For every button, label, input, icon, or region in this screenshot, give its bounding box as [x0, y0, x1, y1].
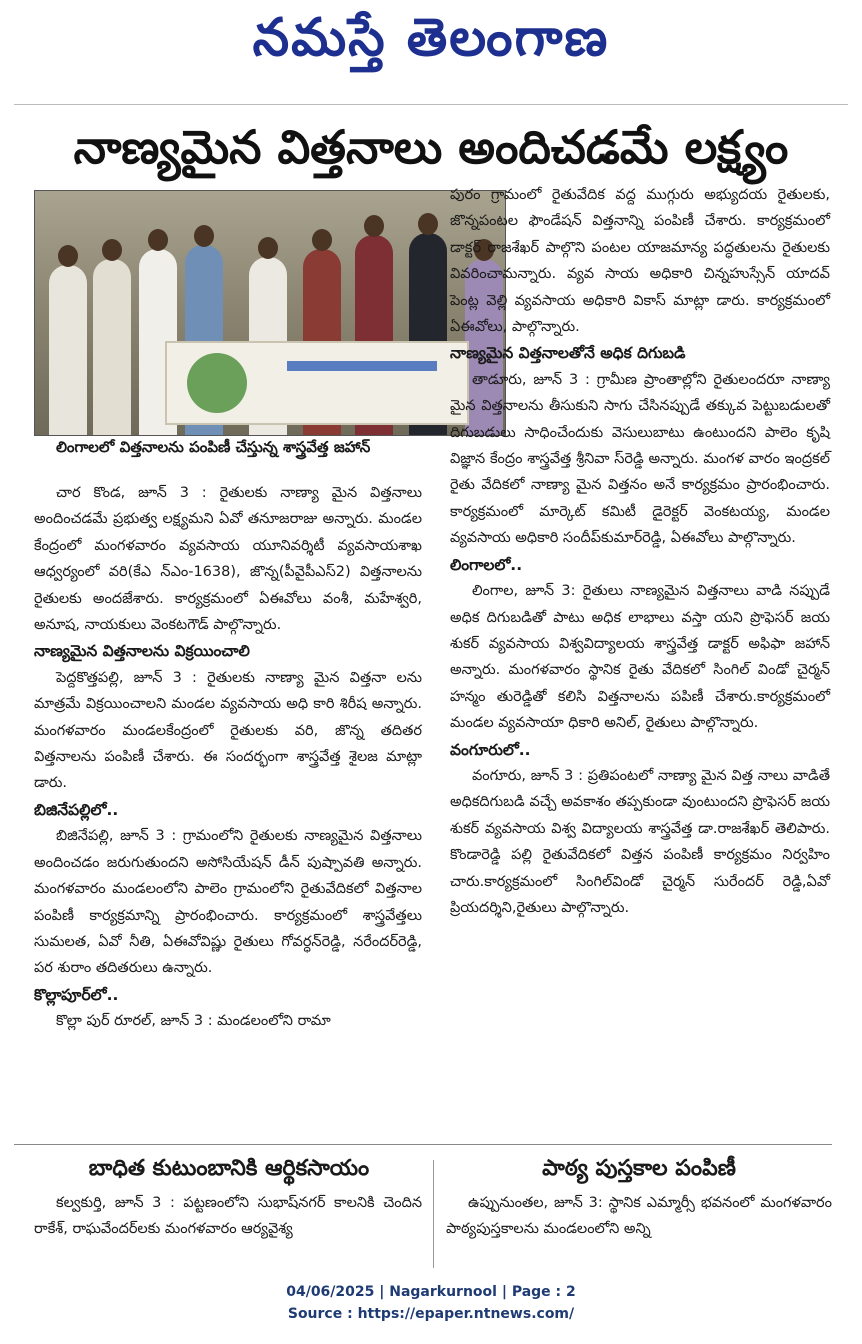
article-paragraph: కొల్లా పుర్ రూరల్, జూన్ 3 : మండలంలోని రామా: [56, 1013, 331, 1030]
article-paragraph: ఉప్పునుంతల, జూన్ 3: స్థానిక ఎమ్మార్సీ భవనంలో మంగళవారం పాఠ్యపుస్తకాలను మండలంలోని అన్ని: [446, 1195, 832, 1238]
bottom-right-headline: పాఠ్య పుస్తకాల పంపిణీ: [542, 1156, 736, 1181]
left-column: [34, 480, 422, 1035]
footer-source-line: Source : https://epaper.ntnews.com/: [287, 1306, 575, 1322]
article-paragraph: కల్వకుర్తి, జూన్ 3 : పట్టణంలోని సుభాష్‌నగర్ కాలనికి చెందిన రాకేశ్, రాఘవేందర్‌లకు మంగళవారం ఆర్యవైశ్య: [34, 1195, 422, 1238]
article-paragraph: చార కొండ, జూన్ 3 : రైతులకు నాణ్యా మైన విత్తనాలు అందించడమే ప్రభుత్వ లక్ష్యమని ఏవో తనూజరాజు అన్నారు. మండల కేంద్రంలో మంగళవారం వ్యవసాయ యూనివర్శిటీ వ్యవసాయశాఖ ఆధ్వర్యంలో వరి(కేఎ న్ఎం-1638), జొన్న(పీవైపీఎస్2) విత్తనాలను రైతులకు అందజేశారు. కార్యక్రమంలో ఏఈవోలు వంశీ, మహేశ్వరి, అనూష, నాయకులు వెంకటగౌడ్ పాల్గొన్నారు.: [34, 485, 422, 634]
masthead: నమస్తే తెలంగాణ: [252, 8, 610, 68]
right-column: [450, 182, 830, 921]
photo-banner: [165, 341, 469, 425]
article-paragraph: బిజినేపల్లి, జూన్ 3 : గ్రామంలోని రైతులకు నాణ్యమైన విత్తనాలు అందించడం జరుగుతుందని అసోసియేషన్ డీన్ పుష్పావతి అన్నారు. మంగళవారం మండలంలోని పాలెం గ్రామంలోని రైతువేదికలో విత్తనాల పంపిణీ కార్యక్రమాన్ని ప్రారంభించారు. కార్యక్రమంలో శాస్త్రవేత్తలు సుమలత, ఏవో నీతి, ఏఈవోవిష్ణు రైతులు గోవర్ధన్‌రెడ్డి, నరేందర్‌రెడ్డి, పర శురాం తదితరులు ఉన్నారు.: [34, 828, 422, 977]
subheading: నాణ్యమైన విత్తనాలతోనే అధిక దిగుబడి: [450, 344, 686, 363]
photo-person: [49, 265, 87, 435]
article-paragraph: పురం గ్రామంలో రైతువేదిక వద్ద ముగ్గురు అభ్యుదయ రైతులకు, జొన్నపంటల ఫౌండేషన్ విత్తనాన్ని పంపిణీ చేశారు. కార్యక్రమంలో డాక్టర్ రాజశేఖర్ పాల్గొని పంటల యాజమాన్య పద్ధతులను రైతులకు వివరించామన్నారు. వ్యవ సాయ అధికారి చిన్నహుస్సేన్ యాదవ్ పెంట్ల వెల్లి వ్యవసాయ అధికారి వికాస్ మాట్లా డారు. కార్యక్రమంలో ఏఈవోలు, పాల్గొన్నారు.: [450, 187, 830, 336]
subheading: వంగూరులో..: [450, 740, 531, 759]
article-paragraph: వంగూరు, జూన్ 3 : ప్రతిపంటలో నాణ్యా మైన విత్త నాలు వాడితే అధికదిగుబడి వచ్చే అవకాశం తప్పకుండా వుంటుందని ప్రొఫెసర్ జయ శుకర్ వ్యవసాయ విశ్వ విద్యాలయ శాస్త్రవేత్త డా.రాజశేఖర్ తెలిపారు. కొండారెడ్డి పల్లి రైతువేదికలో విత్తన పంపిణీ కార్యక్రమం నిర్వహిం చారు.కార్యక్రమంలో సింగిల్‌విండో చైర్మన్ సురేందర్ రెడ్డి,ఏవో ప్రియదర్శిని,రైతులు పాల్గొన్నారు.: [450, 767, 830, 916]
subheading: కొల్లాపూర్‌లో..: [34, 985, 119, 1004]
footer-date-line: 04/06/2025 | Nagarkurnool | Page : 2: [286, 1284, 576, 1300]
bottom-right-article: [446, 1190, 832, 1266]
bottom-left-article: [34, 1190, 422, 1266]
subheading: నాణ్యమైన విత్తనాలను విక్రయించాలి: [34, 642, 250, 661]
article-paragraph: లింగాల, జూన్ 3: రైతులు నాణ్యమైన విత్తనాలు వాడి నప్పుడే అధిక దిగుబడితో పాటు అధిక లాభాలు వస్తా యని ప్రొఫెసర్ జయ శుకర్ వ్యవసాయ విశ్వవిద్యాలయ శాస్త్రవేత్త డాక్టర్ అఫిఫా జహాన్ అన్నారు. మంగళవారం స్థానిక రైతు వేదికలో సింగిల్ విండో చైర్మన్ హన్మం తురెడ్డితో కలిసి విత్తనాలను పపిణీ చేశారు.కార్యక్రమంలో మండల వ్యవసాయా ధికారి అనిల్, రైతులు పాల్గొన్నారు.: [450, 583, 830, 732]
article-paragraph: పెద్దకొత్తపల్లి, జూన్ 3 : రైతులకు నాణ్యా మైన విత్తనా లను మాత్రమే విక్రయించాలని మండల వ్యవసాయ అధి కారి శిరీష అన్నారు. మంగళవారం మండలకేంద్రంలో రైతులకు వరి, జొన్న తదితర విత్తనాలను పంపిణీ చేశారు. ఈ సందర్భంగా శాస్త్రవేత్త శైలజ మాట్లా డారు.: [34, 669, 422, 792]
subheading: బిజినేపల్లిలో..: [34, 800, 119, 819]
news-photo: [34, 190, 506, 436]
header-divider: [14, 104, 848, 105]
photo-person: [93, 259, 131, 435]
subheading: లింగాలలో..: [450, 555, 523, 574]
bottom-left-headline: బాధిత కుటుంబానికి ఆర్థికసాయం: [88, 1156, 370, 1181]
article-paragraph: తాడూరు, జూన్ 3 : గ్రామీణ ప్రాంతాల్లోని రైతులందరూ నాణ్యా మైన విత్తనాలను తీసుకుని సాగు చేసినప్పుడే తక్కువ పెట్టుబడులతో దిగుబడులు సాధించేందుకు వెసులుబాటు ఉంటుందని పాలెం కృషి విజ్ఞాన కేంద్రం శాస్త్రవేత్త శ్రీనివా స్‌రెడ్డి అన్నారు. మంగళ వారం ఇంద్రకల్ రైతు వేదికలో నాణ్యా మైన విత్తనం అనే కార్యక్రమం ప్రారంభించారు. కార్యక్రమంలో మార్కెట్ కమిటీ డైరెక్టర్ వెంకటయ్య, మండల వ్యవసాయ అధికారి సందీప్‌కుమార్‌రెడ్డి, ఏఈవోలు పాల్గొన్నారు.: [450, 371, 830, 547]
photo-caption: లింగాలలో విత్తనాలను పంపిణీ చేస్తున్న శాస్త్రవేత్త జహాన్: [56, 438, 371, 456]
section-divider: [14, 1144, 832, 1145]
main-headline: నాణ్యమైన విత్తనాలు అందిచడమే లక్ష్యం: [73, 120, 789, 174]
column-divider: [433, 1160, 434, 1268]
